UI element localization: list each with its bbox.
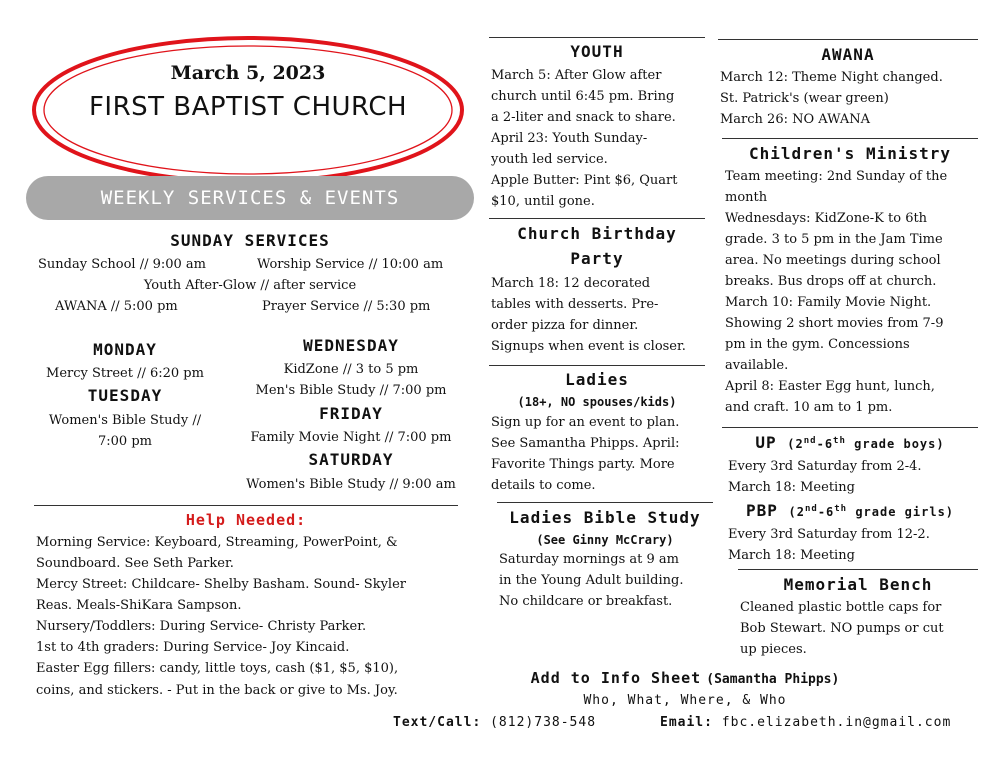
text-call-number: (812)738-548 — [490, 715, 597, 730]
sunday-item: Worship Service // 10:00 am — [257, 257, 444, 272]
tuesday-line: 7:00 pm — [98, 434, 152, 449]
childrens-line: March 10: Family Movie Night. — [725, 295, 932, 310]
sunday-item: AWANA // 5:00 pm — [55, 299, 178, 314]
info-sheet-subtitle: Who, What, Where, & Who — [583, 693, 787, 708]
youth-title: YOUTH — [570, 42, 624, 61]
ladies-subtitle: (18+, NO spouses/kids) — [517, 395, 677, 409]
up-line: March 18: Meeting — [728, 480, 855, 495]
pbp-sub-b: -6 — [817, 505, 835, 519]
pbp-sub-sup2: th — [834, 504, 848, 514]
help-line: coins, and stickers. - Put in the back or give to Ms. Joy. — [36, 683, 398, 698]
divider — [722, 427, 978, 428]
saturday-item: Women's Bible Study // 9:00 am — [246, 477, 456, 492]
help-line: Mercy Street: Childcare- Shelby Basham. Sound- Skyler — [36, 577, 406, 592]
pbp-line: Every 3rd Saturday from 12-2. — [728, 527, 930, 542]
saturday-title: SATURDAY — [308, 450, 394, 469]
memorial-line: Cleaned plastic bottle caps for — [740, 600, 942, 615]
awana-title: AWANA — [821, 45, 875, 64]
help-line: Reas. Meals-ShiKara Sampson. — [36, 598, 242, 613]
youth-line: $10, until gone. — [491, 194, 595, 209]
divider — [722, 138, 978, 139]
sunday-item: Sunday School // 9:00 am — [38, 257, 206, 272]
monday-item: Mercy Street // 6:20 pm — [46, 366, 204, 381]
ladies-title: Ladies — [565, 370, 629, 389]
childrens-line: and craft. 10 am to 1 pm. — [725, 400, 893, 415]
pbp-sub-a: (2 — [788, 505, 805, 519]
help-line: Easter Egg fillers: candy, little toys, cash ($1, $5, $10), — [36, 661, 399, 676]
birthday-title: Party — [570, 249, 624, 268]
pbp-title: PBP — [745, 501, 778, 520]
wednesday-item: Men's Bible Study // 7:00 pm — [255, 383, 447, 398]
pbp-line: March 18: Meeting — [728, 548, 855, 563]
up-subtitle — [787, 437, 944, 451]
memorial-line: up pieces. — [740, 642, 807, 657]
childrens-line: pm in the gym. Concessions — [725, 337, 910, 352]
memorial-line: Bob Stewart. NO pumps or cut — [740, 621, 944, 636]
youth-line: youth led service. — [491, 152, 608, 167]
help-line: Nursery/Toddlers: During Service- Christy Parker. — [36, 619, 367, 634]
pbp-subtitle — [789, 505, 955, 519]
divider — [497, 502, 713, 503]
up-sub-sup1: nd — [803, 436, 817, 446]
childrens-line: Showing 2 short movies from 7-9 — [725, 316, 944, 331]
help-needed-title: Help Needed: — [185, 511, 307, 529]
ladies-line: See Samantha Phipps. April: — [491, 436, 680, 451]
info-sheet-title: Add to Info Sheet — [530, 669, 702, 687]
divider — [34, 505, 458, 506]
birthday-line: March 18: 12 decorated — [491, 276, 651, 291]
friday-item: Family Movie Night // 7:00 pm — [250, 430, 452, 445]
birthday-line: tables with desserts. Pre- — [491, 297, 659, 312]
childrens-line: breaks. Bus drops off at church. — [725, 274, 937, 289]
birthday-line: order pizza for dinner. — [491, 318, 639, 333]
ladies-line: Sign up for an event to plan. — [491, 415, 680, 430]
monday-title: MONDAY — [93, 340, 157, 359]
tuesday-title: TUESDAY — [87, 386, 163, 405]
up-sub-c: grade boys) — [845, 437, 945, 451]
childrens-line: month — [725, 190, 768, 205]
youth-line: church until 6:45 pm. Bring — [491, 89, 675, 104]
awana-line: March 12: Theme Night changed. — [720, 70, 943, 85]
childrens-line: Wednesdays: KidZone-K to 6th — [725, 211, 928, 226]
youth-line: April 23: Youth Sunday- — [491, 131, 648, 146]
memorial-bench-title: Memorial Bench — [783, 575, 933, 594]
ladies-bible-line: Saturday mornings at 9 am — [499, 552, 680, 567]
awana-line: March 26: NO AWANA — [720, 112, 871, 127]
sunday-item: Prayer Service // 5:30 pm — [262, 299, 431, 314]
email-address: fbc.elizabeth.in@gmail.com — [721, 715, 952, 730]
pbp-sub-sup1: nd — [804, 504, 818, 514]
email-label: Email: — [660, 715, 713, 730]
childrens-line: area. No meetings during school — [725, 253, 941, 268]
youth-line: Apple Butter: Pint $6, Quart — [491, 173, 678, 188]
ladies-line: Favorite Things party. More — [491, 457, 675, 472]
wednesday-title: WEDNESDAY — [303, 336, 399, 355]
ladies-bible-line: in the Young Adult building. — [499, 573, 684, 588]
friday-title: FRIDAY — [319, 404, 383, 423]
help-line: Soundboard. See Seth Parker. — [36, 556, 234, 571]
info-sheet-contact: (Samantha Phipps) — [706, 672, 840, 687]
weekly-services-banner: WEEKLY SERVICES & EVENTS — [26, 176, 474, 220]
youth-line: a 2-liter and snack to share. — [491, 110, 676, 125]
sunday-title: SUNDAY SERVICES — [170, 231, 330, 250]
up-sub-b: -6 — [816, 437, 834, 451]
text-call-label: Text/Call: — [393, 715, 482, 730]
church-name: FIRST BAPTIST CHURCH — [88, 92, 408, 122]
childrens-line: Team meeting: 2nd Sunday of the — [725, 169, 948, 184]
divider — [489, 365, 705, 366]
contact-text-row — [393, 715, 596, 730]
ladies-line: details to come. — [491, 478, 596, 493]
divider — [489, 218, 705, 219]
info-sheet-heading — [420, 668, 950, 687]
divider — [738, 569, 978, 570]
tuesday-line: Women's Bible Study // — [48, 413, 202, 428]
wednesday-item: KidZone // 3 to 5 pm — [283, 362, 419, 377]
contact-email-row — [660, 715, 951, 730]
awana-line: St. Patrick's (wear green) — [720, 91, 889, 106]
help-line: 1st to 4th graders: During Service- Joy Kincaid. — [36, 640, 350, 655]
up-title: UP — [755, 433, 777, 452]
childrens-line: April 8: Easter Egg hunt, lunch, — [725, 379, 935, 394]
birthday-title: Church Birthday — [517, 224, 677, 243]
ladies-bible-line: No childcare or breakfast. — [499, 594, 673, 609]
help-line: Morning Service: Keyboard, Streaming, PowerPoint, & — [36, 535, 398, 550]
sunday-item: Youth After-Glow // after service — [143, 278, 357, 293]
up-line: Every 3rd Saturday from 2-4. — [728, 459, 922, 474]
childrens-line: available. — [725, 358, 789, 373]
pbp-title-row — [722, 501, 978, 520]
childrens-ministry-title: Children's Ministry — [748, 144, 952, 163]
youth-line: March 5: After Glow after — [491, 68, 662, 83]
up-sub-a: (2 — [787, 437, 804, 451]
ladies-bible-subtitle: (See Ginny McCrary) — [536, 533, 674, 547]
divider — [718, 39, 978, 40]
up-title-row — [722, 433, 978, 452]
divider — [489, 37, 705, 38]
ladies-bible-title: Ladies Bible Study — [509, 508, 701, 527]
birthday-line: Signups when event is closer. — [491, 339, 686, 354]
pbp-sub-c: grade girls) — [847, 505, 955, 519]
bulletin-date: March 5, 2023 — [170, 62, 326, 84]
childrens-line: grade. 3 to 5 pm in the Jam Time — [725, 232, 943, 247]
up-sub-sup2: th — [833, 436, 846, 446]
